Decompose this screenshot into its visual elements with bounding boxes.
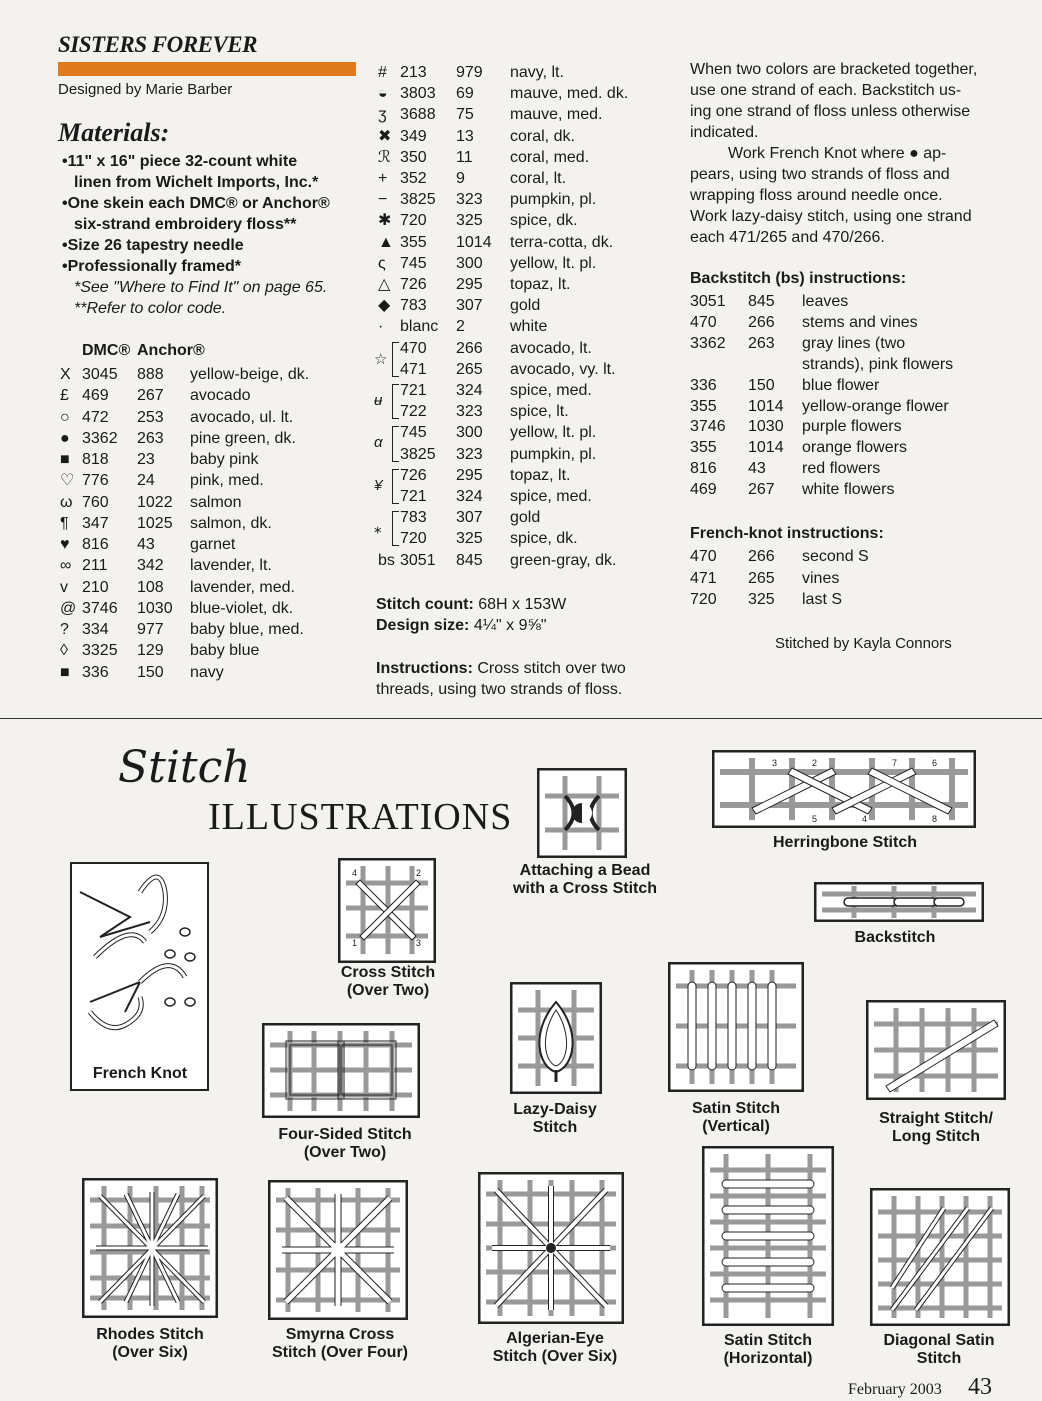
color-right-sym: # bbox=[378, 64, 387, 81]
color-left-dmc: 816 bbox=[82, 536, 109, 553]
page-title: SISTERS FOREVER bbox=[58, 32, 257, 57]
color-left-anchor: 1022 bbox=[137, 493, 173, 511]
color-right-sym: ʒ bbox=[378, 106, 387, 124]
backstitch-desc: red flowers bbox=[802, 460, 881, 478]
backstitch-dmc: 3051 bbox=[690, 293, 726, 310]
backstitch-anchor: 1014 bbox=[748, 397, 784, 415]
color-left-anchor: 342 bbox=[137, 557, 164, 575]
color-left-name: lavender, lt. bbox=[190, 557, 272, 575]
materials-item: •Professionally framed* bbox=[62, 258, 241, 275]
color-left-name: pine green, dk. bbox=[190, 429, 296, 447]
materials-list bbox=[62, 151, 362, 319]
caption-line: Satin Stitch bbox=[723, 1332, 812, 1349]
caption-line: Stitch bbox=[916, 1350, 962, 1367]
french-knot-anchor: 266 bbox=[748, 548, 775, 565]
color-right-anchor: 300 bbox=[456, 254, 483, 272]
color-right-anchor: 2 bbox=[456, 318, 465, 336]
backstitch-anchor: 1030 bbox=[748, 418, 784, 436]
color-right-anchor: 75 bbox=[456, 106, 474, 124]
color-right-name: pumpkin, pl. bbox=[510, 191, 597, 209]
caption-line: Stitch (Over Six) bbox=[492, 1348, 618, 1365]
color-right-dmc: 726 bbox=[400, 276, 427, 293]
color-right-name: spice, dk. bbox=[510, 212, 578, 230]
materials-item: linen from Wichelt Imports, Inc.* bbox=[74, 174, 319, 191]
lazy-daisy-diagram bbox=[510, 982, 602, 1094]
color-code-header-dmc: DMC® bbox=[82, 342, 131, 359]
color-left-name: garnet bbox=[190, 536, 236, 553]
color-left-anchor: 977 bbox=[137, 621, 164, 638]
color-left-dmc: 469 bbox=[82, 387, 109, 405]
caption-line: Long Stitch bbox=[892, 1128, 980, 1145]
color-right-name: white bbox=[510, 318, 548, 336]
color-left-name: salmon, dk. bbox=[190, 514, 272, 532]
color-left-dmc: 336 bbox=[82, 663, 109, 681]
color-left-name: baby blue, med. bbox=[190, 621, 304, 638]
color-left-sym: ∞ bbox=[60, 557, 72, 575]
caption-straight-stitch bbox=[856, 1110, 1016, 1146]
color-left-sym: ● bbox=[60, 429, 70, 447]
color-right-anchor: 266 bbox=[456, 339, 483, 357]
caption-line: Smyrna Cross bbox=[285, 1326, 395, 1343]
backstitch-desc: yellow-orange flower bbox=[802, 397, 949, 415]
color-right-dmc: 213 bbox=[400, 64, 427, 81]
backstitch-dmc: 355 bbox=[690, 439, 717, 457]
diagonal-satin-diagram bbox=[870, 1188, 1010, 1326]
color-right-sym: bs bbox=[378, 551, 395, 569]
color-right-name: yellow, lt. pl. bbox=[510, 424, 597, 442]
bracket-symbol: ʉ bbox=[374, 392, 383, 409]
backstitch-desc: leaves bbox=[802, 293, 849, 310]
backstitch-heading: Backstitch (bs) instructions: bbox=[690, 270, 907, 287]
backstitch-desc: white flowers bbox=[802, 481, 895, 499]
color-left-sym: ○ bbox=[60, 408, 70, 426]
rhodes-diagram bbox=[82, 1178, 218, 1318]
backstitch-anchor: 845 bbox=[748, 293, 775, 310]
bracket-mark bbox=[392, 384, 399, 419]
materials-heading: Materials: bbox=[58, 118, 170, 147]
color-right-sym: ✖ bbox=[378, 127, 392, 145]
color-right-anchor: 323 bbox=[456, 403, 483, 421]
color-right-dmc: 3825 bbox=[400, 191, 436, 209]
color-right-anchor: 13 bbox=[456, 127, 474, 145]
instructions-line: threads, using two strands of floss. bbox=[376, 681, 623, 698]
color-left-sym: ◊ bbox=[60, 642, 68, 660]
cross-stitch-diagram bbox=[338, 858, 436, 963]
backstitch-anchor: 266 bbox=[748, 313, 775, 331]
caption-line: Straight Stitch/ bbox=[879, 1110, 993, 1127]
caption-smyrna bbox=[255, 1326, 425, 1362]
color-right-anchor: 11 bbox=[456, 148, 473, 166]
caption-line: Diagonal Satin bbox=[883, 1332, 995, 1349]
stitched-by-credit: Stitched by Kayla Connors bbox=[775, 635, 952, 652]
color-right-dmc: 721 bbox=[400, 382, 427, 399]
instructions-line: Cross stitch over two bbox=[477, 660, 626, 677]
caption-line: (Over Two) bbox=[303, 1144, 387, 1161]
text-line: Work French Knot where ● ap- bbox=[728, 145, 947, 162]
color-left-anchor: 253 bbox=[137, 408, 164, 426]
color-left-anchor: 267 bbox=[137, 387, 164, 405]
caption-herringbone: Herringbone Stitch bbox=[772, 834, 917, 851]
color-left-name: salmon bbox=[190, 493, 242, 511]
color-right-dmc: 726 bbox=[400, 466, 427, 484]
color-right-name: gold bbox=[510, 509, 541, 527]
color-right-dmc: 3051 bbox=[400, 551, 436, 569]
color-right-name: green-gray, dk. bbox=[510, 551, 617, 569]
bracket-symbol: α bbox=[374, 434, 383, 452]
backstitch-dmc: 469 bbox=[690, 481, 717, 499]
text-line: When two colors are bracketed together, bbox=[690, 61, 978, 78]
color-left-name: avocado bbox=[190, 387, 251, 405]
color-left-anchor: 129 bbox=[137, 642, 164, 660]
caption-line: Cross Stitch bbox=[340, 964, 436, 981]
color-left-anchor: 43 bbox=[137, 536, 155, 553]
backstitch-dmc: 336 bbox=[690, 376, 717, 394]
svg-text:5: 5 bbox=[812, 814, 818, 824]
satin-horizontal-diagram bbox=[702, 1146, 834, 1326]
bracket-mark bbox=[392, 469, 399, 504]
designer-credit: Designed by Marie Barber bbox=[58, 81, 233, 98]
caption-line: (Vertical) bbox=[702, 1118, 770, 1135]
color-right-anchor: 325 bbox=[456, 530, 483, 548]
backstitch-desc: stems and vines bbox=[802, 313, 918, 331]
text-line: use one strand of each. Backstitch us- bbox=[690, 82, 962, 99]
svg-text:2: 2 bbox=[416, 868, 422, 878]
color-left-name: baby blue bbox=[190, 642, 260, 660]
color-right-sym: · bbox=[378, 318, 384, 336]
backstitch-anchor: 1014 bbox=[748, 439, 784, 457]
color-right-name: yellow, lt. pl. bbox=[510, 254, 597, 272]
page-number: 43 bbox=[968, 1374, 992, 1400]
color-left-sym: X bbox=[60, 366, 71, 383]
caption-line: Four-Sided Stitch bbox=[278, 1126, 412, 1143]
color-left-anchor: 24 bbox=[137, 472, 155, 490]
satin-vertical-diagram bbox=[668, 962, 804, 1092]
color-right-dmc: 720 bbox=[400, 530, 427, 548]
color-left-name: pink, med. bbox=[190, 472, 264, 490]
title-rule bbox=[58, 62, 356, 76]
color-right-sym: ◒ bbox=[378, 85, 388, 103]
color-right-anchor: 979 bbox=[456, 64, 483, 81]
svg-text:7: 7 bbox=[892, 758, 898, 768]
color-left-dmc: 3325 bbox=[82, 642, 118, 660]
design-size-label: Design size: bbox=[376, 617, 470, 634]
color-right-anchor: 323 bbox=[456, 191, 483, 209]
color-left-anchor: 1030 bbox=[137, 599, 173, 617]
color-right-anchor: 1014 bbox=[456, 233, 492, 251]
svg-text:8: 8 bbox=[932, 814, 938, 824]
color-right-dmc: 721 bbox=[400, 488, 427, 505]
backstitch-anchor: 150 bbox=[748, 376, 775, 394]
caption-line: (Over Six) bbox=[112, 1344, 188, 1361]
caption-algerian bbox=[470, 1330, 640, 1366]
color-right-dmc: 350 bbox=[400, 148, 427, 166]
french-knot-dmc: 471 bbox=[690, 569, 717, 587]
color-left-sym: ■ bbox=[60, 451, 70, 468]
caption-satin-vertical bbox=[666, 1100, 806, 1136]
backstitch-desc: gray lines (two bbox=[802, 334, 906, 352]
straight-stitch-diagram bbox=[866, 1000, 1006, 1100]
color-right-name: topaz, lt. bbox=[510, 276, 571, 293]
backstitch-desc: blue flower bbox=[802, 376, 880, 394]
bracket-mark bbox=[392, 342, 399, 377]
caption-line: Satin Stitch bbox=[691, 1100, 780, 1117]
caption-line: Stitch bbox=[532, 1119, 578, 1136]
svg-text:2: 2 bbox=[812, 758, 818, 768]
text-line: indicated. bbox=[690, 124, 759, 141]
color-right-dmc: 349 bbox=[400, 127, 427, 145]
color-right-name: mauve, med. bbox=[510, 106, 603, 124]
color-code-header-anchor: Anchor® bbox=[137, 342, 205, 359]
algerian-eye-diagram bbox=[478, 1172, 624, 1324]
caption-line: Lazy-Daisy bbox=[513, 1101, 597, 1118]
french-knot-heading: French-knot instructions: bbox=[690, 525, 884, 542]
color-left-anchor: 150 bbox=[137, 663, 164, 681]
color-right-name: spice, med. bbox=[510, 382, 592, 399]
caption-line: with a Cross Stitch bbox=[512, 880, 658, 897]
color-left-anchor: 888 bbox=[137, 366, 164, 383]
color-right-name: pumpkin, pl. bbox=[510, 445, 597, 463]
materials-item: •One skein each DMC® or Anchor® bbox=[62, 195, 330, 212]
illustrations-script-heading: Stitch bbox=[118, 742, 251, 793]
french-knot-anchor: 325 bbox=[748, 591, 775, 608]
color-left-dmc: 210 bbox=[82, 578, 109, 596]
svg-text:4: 4 bbox=[862, 814, 868, 824]
color-right-name: spice, dk. bbox=[510, 530, 578, 548]
materials-item: •Size 26 tapestry needle bbox=[62, 237, 244, 254]
color-right-sym: △ bbox=[378, 276, 391, 293]
color-right-dmc: 3688 bbox=[400, 106, 436, 124]
caption-french-knot: French Knot bbox=[92, 1065, 188, 1082]
caption-line: Rhodes Stitch bbox=[96, 1326, 204, 1343]
color-left-dmc: 760 bbox=[82, 493, 109, 511]
color-left-sym: £ bbox=[60, 387, 69, 405]
caption-line: (Over Two) bbox=[346, 982, 430, 999]
color-left-name: yellow-beige, dk. bbox=[190, 366, 310, 383]
color-left-name: lavender, med. bbox=[190, 578, 295, 596]
color-right-anchor: 307 bbox=[456, 297, 483, 315]
french-knot-desc: second S bbox=[802, 548, 869, 565]
color-left-sym: v bbox=[60, 578, 68, 596]
caption-satin-horizontal bbox=[698, 1332, 838, 1368]
french-knot-anchor: 265 bbox=[748, 569, 775, 587]
backstitch-anchor: 267 bbox=[748, 481, 775, 499]
svg-text:3: 3 bbox=[772, 758, 778, 768]
color-right-anchor: 323 bbox=[456, 445, 483, 463]
stitch-count-label: Stitch count: bbox=[376, 596, 474, 613]
illustrations-heading: ILLUSTRATIONS bbox=[208, 796, 513, 838]
backstitch-desc: purple flowers bbox=[802, 418, 902, 436]
french-knot-dmc: 470 bbox=[690, 548, 717, 565]
color-left-sym: ω bbox=[60, 493, 73, 511]
color-right-dmc: 3825 bbox=[400, 445, 436, 463]
herringbone-diagram bbox=[712, 750, 976, 828]
color-left-dmc: 3045 bbox=[82, 366, 118, 383]
color-right-name: topaz, lt. bbox=[510, 466, 571, 484]
color-right-dmc: 783 bbox=[400, 297, 427, 315]
color-left-sym: ♥ bbox=[60, 536, 70, 553]
color-right-dmc: 722 bbox=[400, 403, 427, 421]
backstitch-anchor: 263 bbox=[748, 334, 775, 352]
color-right-name: spice, med. bbox=[510, 488, 592, 505]
color-left-dmc: 334 bbox=[82, 621, 109, 638]
color-left-sym: @ bbox=[60, 599, 77, 617]
color-right-anchor: 324 bbox=[456, 488, 483, 505]
backstitch-desc: orange flowers bbox=[802, 439, 907, 457]
color-right-anchor: 295 bbox=[456, 276, 483, 293]
caption-backstitch: Backstitch bbox=[854, 929, 936, 946]
color-right-anchor: 307 bbox=[456, 509, 483, 527]
color-right-dmc: 720 bbox=[400, 212, 427, 230]
bracket-symbol: ¥ bbox=[374, 476, 383, 494]
color-left-dmc: 347 bbox=[82, 514, 109, 532]
color-right-name: terra-cotta, dk. bbox=[510, 233, 614, 251]
color-right-name: avocado, lt. bbox=[510, 339, 592, 357]
bracket-mark bbox=[392, 511, 399, 546]
color-right-anchor: 265 bbox=[456, 360, 483, 378]
backstitch-desc: strands), pink flowers bbox=[802, 355, 954, 373]
materials-note: **Refer to color code. bbox=[74, 300, 227, 317]
color-right-dmc: blanc bbox=[400, 318, 439, 336]
caption-rhodes bbox=[75, 1326, 225, 1362]
design-size bbox=[376, 615, 547, 636]
caption-four-sided bbox=[260, 1126, 430, 1162]
caption-cross-stitch bbox=[318, 964, 458, 1000]
color-right-name: coral, lt. bbox=[510, 170, 567, 187]
text-line: pears, using two strands of floss and bbox=[690, 166, 950, 183]
color-right-anchor: 325 bbox=[456, 212, 483, 230]
french-knot-dmc: 720 bbox=[690, 591, 717, 608]
text-line: each 471/265 and 470/266. bbox=[690, 229, 885, 246]
bracket-symbol: ⁎ bbox=[374, 520, 382, 538]
french-knot-desc: vines bbox=[802, 569, 840, 587]
backstitch-dmc: 816 bbox=[690, 460, 717, 478]
color-right-anchor: 845 bbox=[456, 551, 483, 569]
color-right-name: avocado, vy. lt. bbox=[510, 360, 616, 378]
stitch-count bbox=[376, 594, 566, 615]
caption-bead bbox=[490, 862, 680, 898]
color-left-name: blue-violet, dk. bbox=[190, 599, 294, 617]
color-left-dmc: 776 bbox=[82, 472, 109, 490]
bracket-mark bbox=[392, 426, 399, 461]
color-left-sym: ♡ bbox=[60, 472, 75, 490]
color-right-dmc: 3803 bbox=[400, 85, 436, 103]
color-right-dmc: 470 bbox=[400, 339, 427, 357]
french-knot-desc: last S bbox=[802, 591, 843, 608]
backstitch-dmc: 3746 bbox=[690, 418, 726, 436]
color-left-name: navy bbox=[190, 663, 224, 681]
materials-item: •11" x 16" piece 32-count white bbox=[62, 153, 298, 170]
svg-text:3: 3 bbox=[416, 938, 422, 948]
color-right-sym: ◆ bbox=[378, 297, 391, 315]
color-right-anchor: 69 bbox=[456, 85, 474, 103]
color-left-dmc: 3362 bbox=[82, 429, 118, 447]
color-right-dmc: 355 bbox=[400, 233, 427, 251]
color-left-anchor: 1025 bbox=[137, 514, 173, 532]
color-right-name: gold bbox=[510, 297, 541, 315]
color-right-sym: ▲ bbox=[378, 233, 394, 251]
stitch-count-value: 68H x 153W bbox=[478, 596, 567, 613]
color-left-dmc: 3746 bbox=[82, 599, 118, 617]
backstitch-dmc: 355 bbox=[690, 397, 717, 415]
color-right-dmc: 745 bbox=[400, 254, 427, 272]
section-divider bbox=[0, 718, 1042, 719]
caption-line: (Horizontal) bbox=[723, 1350, 813, 1367]
color-left-anchor: 108 bbox=[137, 578, 164, 596]
text-line: ing one strand of floss unless otherwise bbox=[690, 103, 971, 120]
svg-text:6: 6 bbox=[932, 758, 938, 768]
color-right-dmc: 745 bbox=[400, 424, 427, 442]
color-left-dmc: 472 bbox=[82, 408, 109, 426]
color-right-name: mauve, med. dk. bbox=[510, 85, 629, 103]
svg-text:4: 4 bbox=[352, 868, 358, 878]
color-right-anchor: 300 bbox=[456, 424, 483, 442]
materials-item: six-strand embroidery floss** bbox=[74, 216, 297, 233]
color-left-name: avocado, ul. lt. bbox=[190, 408, 294, 426]
four-sided-diagram bbox=[262, 1023, 420, 1118]
backstitch-dmc: 470 bbox=[690, 313, 717, 331]
color-left-anchor: 263 bbox=[137, 429, 164, 447]
materials-note: *See "Where to Find It" on page 65. bbox=[74, 279, 328, 296]
color-right-name: navy, lt. bbox=[510, 64, 564, 81]
color-left-sym: ¶ bbox=[60, 514, 69, 532]
color-right-name: spice, lt. bbox=[510, 403, 569, 421]
color-right-anchor: 9 bbox=[456, 170, 465, 187]
text-line: wrapping floss around needle once. bbox=[690, 187, 943, 204]
color-right-anchor: 324 bbox=[456, 382, 483, 399]
bracket-paragraph bbox=[690, 59, 1000, 248]
color-left-dmc: 211 bbox=[82, 557, 108, 575]
caption-line: Algerian-Eye bbox=[506, 1330, 604, 1347]
color-right-dmc: 783 bbox=[400, 509, 427, 527]
color-right-dmc: 471 bbox=[400, 360, 427, 378]
color-right-sym: ς bbox=[378, 254, 386, 272]
color-left-dmc: 818 bbox=[82, 451, 109, 468]
instructions bbox=[376, 658, 676, 700]
footer-month: February 2003 bbox=[848, 1381, 942, 1398]
color-right-sym: ✱ bbox=[378, 212, 392, 230]
backstitch-diagram bbox=[814, 882, 984, 922]
color-left-name: baby pink bbox=[190, 451, 259, 468]
color-right-sym: + bbox=[378, 170, 388, 187]
color-left-sym: ? bbox=[60, 621, 69, 638]
design-size-value: 4¼" x 9⅝" bbox=[473, 617, 547, 634]
caption-lazy-daisy bbox=[490, 1101, 620, 1137]
color-right-sym: ℛ bbox=[378, 148, 391, 166]
french-knot-diagram bbox=[70, 862, 210, 1092]
color-left-anchor: 23 bbox=[137, 451, 155, 468]
color-right-dmc: 352 bbox=[400, 170, 427, 187]
instructions-label: Instructions: bbox=[376, 660, 473, 677]
color-right-name: coral, med. bbox=[510, 148, 590, 166]
bead-stitch-diagram bbox=[537, 768, 627, 858]
color-left-sym: ■ bbox=[60, 663, 70, 681]
bracket-symbol: ☆ bbox=[374, 350, 388, 368]
caption-diagonal-satin bbox=[864, 1332, 1014, 1368]
backstitch-dmc: 3362 bbox=[690, 334, 726, 352]
svg-text:1: 1 bbox=[352, 938, 358, 948]
backstitch-anchor: 43 bbox=[748, 460, 766, 478]
smyrna-diagram bbox=[268, 1180, 408, 1320]
caption-line: Attaching a Bead bbox=[519, 862, 651, 879]
text-line: Work lazy-daisy stitch, using one strand bbox=[690, 208, 972, 225]
color-right-name: coral, dk. bbox=[510, 127, 575, 145]
color-right-anchor: 295 bbox=[456, 466, 483, 484]
caption-line: Stitch (Over Four) bbox=[271, 1344, 408, 1361]
color-right-sym: − bbox=[378, 191, 388, 209]
